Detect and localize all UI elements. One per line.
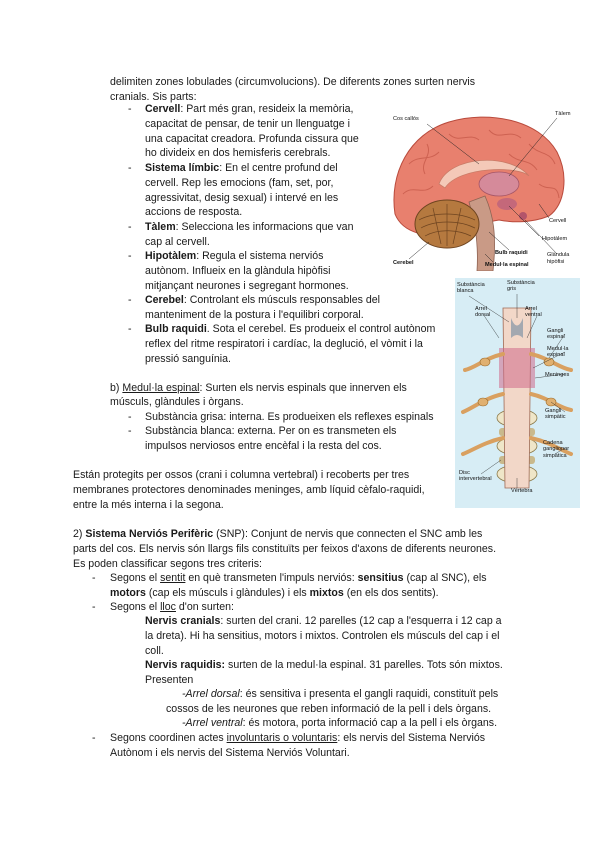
item-text: Substància blanca: externa. Per on es transmeten els [145,425,397,437]
item-text: . Sota el cerebel. Es produeix el control autònom [206,323,436,335]
item-text: reflex del ritme respiratori i cardíac, la deglució, el vòmit i la [145,337,423,350]
label-disc-intervertebral: Disc intervertebral [459,470,492,483]
label-hipotalem: Hipotàlem [542,236,568,242]
item-text: ho divideix en dos hemisferis cerebrals. [145,147,331,160]
item-text: Segons el [110,601,161,613]
paragraph-line: Están protegits per ossos (crani i columna vertebral) i recoberts per tres [73,469,410,481]
label-arrel-dorsal: Arrel dorsal [475,306,491,319]
medul-section-heading [110,381,407,396]
item-text: Segons coordinen actes [110,732,227,744]
item-text: accions de resposta. [145,206,243,219]
item-text: impulsos nerviosos entre encèfal i la resta del cos. [145,439,382,452]
term-mixtos: mixtos [309,586,344,599]
bullet-dash: - [128,411,132,423]
item-text: : és motora, porta informació cap a la pell i els òrgans. [242,717,498,729]
spine-figure [455,278,580,508]
list-item-substancia-blanca [145,424,396,454]
section-prefix: b) [110,382,123,394]
bullet-dash: - [128,162,132,174]
paragraph-line: Es poden classificar segons tres criteris: [73,557,262,570]
section-prefix: 2) [73,528,86,540]
term-talem: Tàlem [145,221,176,233]
intro-line-1: delimiten zones lobulades (circumvolucions). De diferents zones surten nervis [110,76,476,88]
bullet-dash: - [128,103,132,115]
criteria-voluntaris [110,731,530,761]
label-hipofisi: hipòfisi [547,259,565,265]
term-arrel-dorsal: -Arrel dorsal [182,688,240,700]
label-meninges: Meninges [545,372,570,378]
underlined-term: involuntaris o voluntaris [226,732,338,744]
label-glandula: Glàndula [547,252,570,258]
arrel-dorsal-line-2: cossos de les neurones que reben informació de la pell i dels òrgans. [166,703,492,715]
item-text: agressivitat, desig sexual) i intervé en les [145,191,339,204]
label-cervell: Cervell [549,218,567,224]
list-item-substancia-grisa: Substància grisa: interna. Es produeixen els reflexes espinals [145,411,434,423]
list-item-talem [145,220,385,250]
term-bulb-raquidi: Bulb raquidi [145,323,207,335]
term-cerebel: Cerebel [145,294,184,306]
item-text: (cap al SNC), els [403,572,487,584]
paragraph-line: membranes protectores denominades meninges, amb líquid cèfalo-raquidi, [73,483,425,496]
label-arrel-ventral: Arrel ventral [525,306,542,319]
label-talem: Tàlem [555,111,571,117]
label-substancia-gris: Substància gris [507,280,535,293]
item-text: una capacitat creadora. Profunda cissura que [145,132,359,145]
label-substancia-blanca: Substància blanca [457,282,485,295]
item-text: Segons el [110,572,161,584]
protection-paragraph [73,468,425,512]
bullet-dash: - [128,221,132,233]
item-text: mitjançant neurones i segregant hormones. [145,279,349,292]
bullet-dash: - [128,425,132,437]
item-text: la dreta). Hi ha sensitius, motors i mixtos. Controlen els músculs del cap i el [145,629,500,642]
item-text: autònom. Influeix en la glàndula hipòfisi [145,264,331,277]
item-text: pressió sanguínia. [145,352,231,365]
item-text: : Selecciona les informacions que van [175,221,354,233]
snp-title: Sistema Nerviós Perifèric [85,528,214,540]
item-text: d'on surten: [175,601,234,613]
label-cadena-ganglionar: Cadena ganglionar simpàtica [543,440,570,459]
term-motors: motors [110,586,146,599]
section-text: (SNP): Conjunt de nervis que connecten el SNC amb les [213,528,483,540]
term-nervis-raquidis: Nervis raquidis: [145,659,226,671]
label-gangli-espinal: Gangli espinal [547,328,565,341]
label-gangli-simpatic: Gangli simpàtic [545,408,566,421]
label-cerebel: Cerebel [393,260,414,266]
nervis-cranials [145,614,535,658]
arrel-ventral [182,716,532,731]
brain-figure [389,104,575,271]
item-text: : Part més gran, resideix la memòria, [180,103,354,115]
item-text: : Controlant els músculs responsables del [183,294,380,306]
term-hipotalem: Hipotàlem [145,250,197,262]
bullet-dash: - [128,294,132,306]
bullet-dash: - [92,572,96,584]
item-text: : és sensitiva i presenta el gangli raquidi, constituït pels [239,688,499,700]
criteria-lloc [110,600,234,615]
label-vertebra: Vèrtebra [511,488,533,494]
list-item-sistema-limbic [145,161,385,220]
list-item-cervell [145,102,385,161]
list-item-cerebel [145,293,455,323]
item-text: en què transmeten l'impuls nerviós: [185,572,358,584]
term-arrel-ventral: -Arrel ventral [182,717,243,729]
bullet-dash: - [92,732,96,744]
paragraph-line: parts del cos. Els nervis són llargs fils constituïts per feixos d'axons de diferents neurones. [73,542,497,555]
paragraph-line: entre la més interna i la segona. [73,498,224,511]
bullet-dash: - [92,601,96,613]
item-text: cervell. Rep les emocions (fam, set, por, [145,176,334,189]
brain-illustration [389,104,575,271]
item-text: capacitat de pensar, de tenir un llenguatge i [145,117,350,130]
underlined-term: sentit [160,572,186,584]
item-text: coll. [145,644,164,657]
item-text: : surten del crani. 12 parelles (12 cap a l'esquerra i 12 cap a [220,615,502,627]
item-text: (en els dos sentits). [343,586,439,599]
item-text: : En el centre profund del [219,162,338,174]
label-medul-espinal: Medul·la espinal [485,262,529,268]
item-text: Presenten [145,673,194,686]
intro-line-2: cranials. Sis parts: [110,91,197,103]
item-text: cap al cervell. [145,235,210,248]
item-text: surten de la medul·la espinal. 31 parelles. Tots són mixtos. [225,659,503,671]
bullet-dash: - [128,323,132,335]
nervis-raquidis [145,658,535,688]
bullet-dash: - [128,250,132,262]
list-item-hipotalem [145,249,385,293]
term-cervell: Cervell [145,103,181,115]
item-text: : Regula el sistema nerviós [196,250,324,262]
label-medul-espinal: Medul·la espinal [547,346,569,359]
list-item-bulb-raquidi [145,322,455,366]
arrel-dorsal [182,687,532,702]
label-bulb-raquidi: Bulb raquidi [495,250,528,256]
item-text: : els nervis del Sistema Nerviós [337,732,486,744]
term-sistema-limbic: Sistema límbic [145,162,220,174]
medul-title: Medul·la espinal [122,382,200,394]
item-text: Autònom i els nervis del Sistema Nerviós Voluntari. [110,746,350,759]
term-sensitius: sensitius [357,572,404,584]
section-text: : Surten els nervis espinals que innerven els [199,382,407,394]
item-text: manteniment de la postura i l'equilibri corporal. [145,308,364,321]
snp-section [73,527,543,571]
label-cos-callos: Cos callós [393,116,419,122]
criteria-sentit [110,571,530,601]
medul-line-2: músculs, glàndules i òrgans. [110,396,244,408]
item-text: (cap els músculs i glàndules) i els [145,586,310,599]
term-nervis-cranials: Nervis cranials [145,615,221,627]
underlined-term: lloc [160,601,176,613]
